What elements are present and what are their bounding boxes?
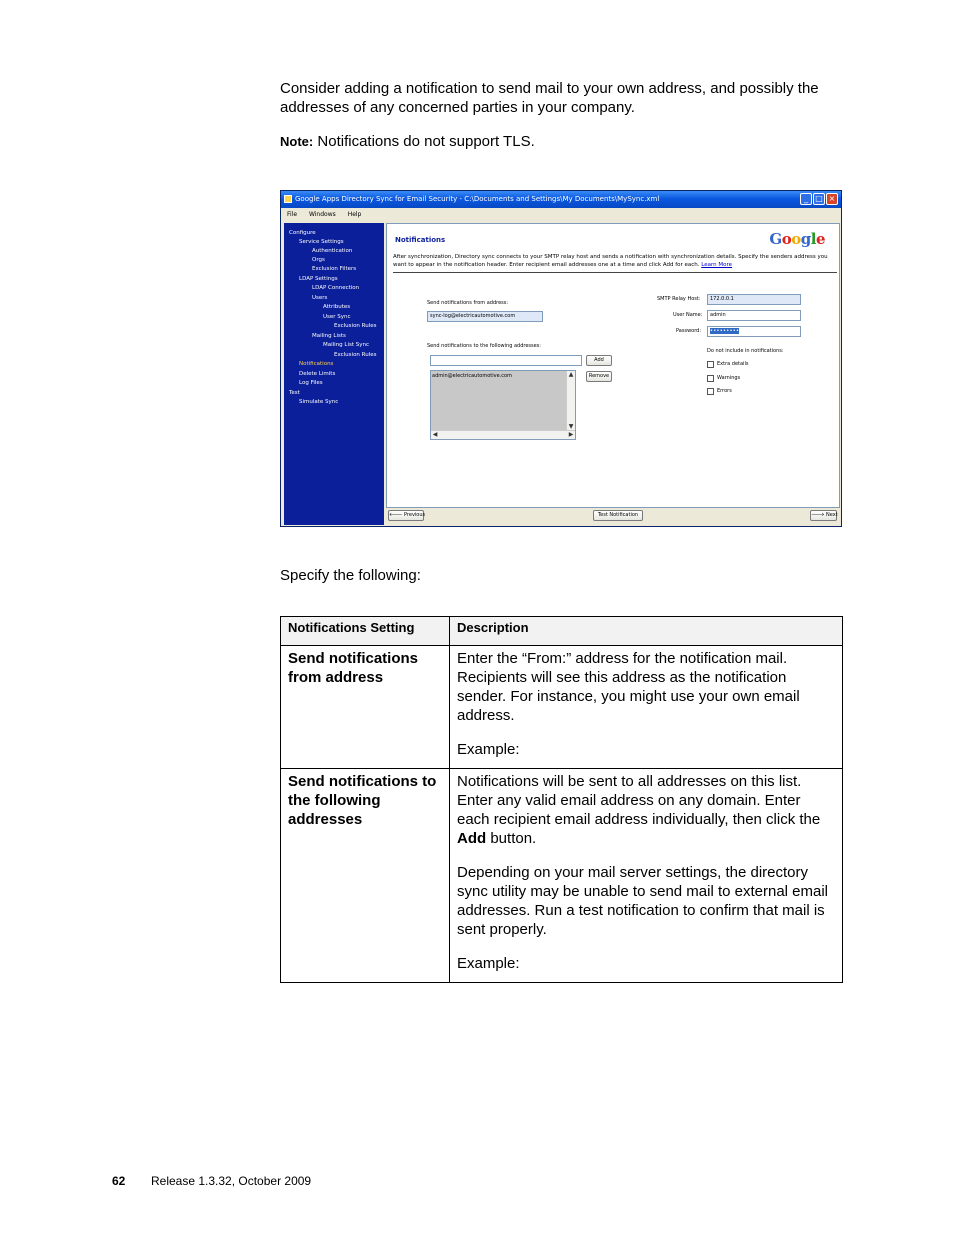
notifications-panel bbox=[386, 223, 840, 508]
google-logo-letter: g bbox=[800, 230, 811, 248]
window-title: Google Apps Directory Sync for Email Security - C:\Documents and Settings\My Documents\MySync.xml bbox=[295, 195, 660, 203]
scroll-left-icon[interactable]: ◀ bbox=[432, 431, 438, 438]
next-label: Next bbox=[826, 512, 838, 518]
user-name-field[interactable]: admin bbox=[707, 310, 801, 321]
tree-simulate-sync[interactable]: Simulate Sync bbox=[299, 399, 339, 405]
intro-paragraph: Consider adding a notification to send mail to your own address, and possibly the addresses of any concerned parties in your company. bbox=[280, 80, 819, 116]
from-address-field[interactable]: sync-log@electricautomotive.com bbox=[427, 311, 543, 322]
tree-exclusion-filters[interactable]: Exclusion Filters bbox=[312, 266, 357, 272]
google-logo-letter: e bbox=[815, 230, 825, 248]
recipient-input[interactable] bbox=[430, 355, 582, 366]
scroll-down-icon[interactable]: ▼ bbox=[568, 423, 574, 430]
tree-log-files[interactable]: Log Files bbox=[299, 380, 323, 386]
navigation-tree bbox=[284, 223, 384, 525]
window-titlebar bbox=[281, 191, 841, 208]
description-paragraph bbox=[457, 772, 835, 848]
note-line bbox=[280, 132, 850, 151]
recipient-list-item[interactable]: admin@electricautomotive.com bbox=[432, 373, 512, 379]
learn-more-link[interactable]: Learn More bbox=[701, 262, 733, 268]
warnings-label: Warnings bbox=[717, 375, 741, 381]
description-paragraph: Enter the “From:” address for the notification mail. Recipients will see this address as the notification sender. For instance, you might use your own email address. bbox=[457, 650, 800, 724]
panel-description bbox=[393, 253, 837, 269]
google-logo bbox=[769, 230, 825, 248]
close-icon[interactable]: × bbox=[826, 193, 838, 205]
tree-mailing-lists[interactable]: Mailing Lists bbox=[312, 333, 346, 339]
description-paragraph: Depending on your mail server settings, the directory sync utility may be unable to send mail to external email addresses. Run a test notification to confirm that mail is sent properly. bbox=[457, 864, 829, 938]
tree-user-exclusion-rules[interactable]: Exclusion Rules bbox=[334, 323, 377, 329]
extra-details-checkbox[interactable] bbox=[707, 361, 714, 368]
description-cell bbox=[450, 769, 843, 983]
menu-bar bbox=[281, 208, 841, 222]
app-screenshot bbox=[280, 190, 842, 527]
errors-checkbox[interactable] bbox=[707, 388, 714, 395]
previous-button[interactable] bbox=[388, 510, 424, 521]
previous-arrow-icon: 🡐 bbox=[389, 512, 404, 518]
menu-file[interactable]: File bbox=[287, 211, 298, 218]
settings-table bbox=[280, 616, 843, 983]
tree-ldap-connection[interactable]: LDAP Connection bbox=[312, 285, 360, 291]
password-field[interactable] bbox=[707, 326, 801, 337]
password-label: Password: bbox=[676, 328, 702, 334]
password-value: ••••••••• bbox=[710, 328, 740, 334]
recipient-list-vscroll[interactable] bbox=[566, 371, 575, 431]
tree-delete-limits[interactable]: Delete Limits bbox=[299, 371, 336, 377]
extra-details-label: Extra details bbox=[717, 361, 749, 367]
google-logo-letter: o bbox=[791, 230, 801, 248]
recipient-list[interactable] bbox=[430, 370, 576, 440]
exclude-label: Do not include in notifications: bbox=[707, 348, 784, 354]
specify-text: Specify the following: bbox=[280, 567, 421, 584]
tree-notifications[interactable]: Notifications bbox=[299, 361, 334, 367]
add-button[interactable]: Add bbox=[586, 355, 612, 366]
smtp-host-label: SMTP Relay Host: bbox=[657, 296, 701, 302]
remove-button[interactable]: Remove bbox=[586, 371, 612, 382]
tree-mailing-list-sync[interactable]: Mailing List Sync bbox=[323, 342, 370, 348]
next-arrow-icon: 🡒 bbox=[811, 512, 826, 518]
tree-user-sync[interactable]: User Sync bbox=[323, 314, 351, 320]
from-address-label: Send notifications from address: bbox=[427, 300, 509, 306]
menu-windows[interactable]: Windows bbox=[308, 211, 336, 218]
app-icon bbox=[284, 195, 292, 203]
tree-attributes[interactable]: Attributes bbox=[323, 304, 351, 310]
smtp-host-field[interactable]: 172.0.0.1 bbox=[707, 294, 801, 305]
tree-users[interactable]: Users bbox=[312, 295, 328, 301]
minimize-icon[interactable]: _ bbox=[800, 193, 812, 205]
recipient-list-hscroll[interactable] bbox=[431, 430, 575, 439]
tree-orgs[interactable]: Orgs bbox=[312, 257, 325, 263]
tree-test[interactable]: Test bbox=[289, 390, 300, 396]
errors-label: Errors bbox=[717, 388, 732, 394]
column-header-setting: Notifications Setting bbox=[281, 617, 450, 646]
tree-service-settings[interactable]: Service Settings bbox=[299, 239, 344, 245]
panel-title: Notifications bbox=[395, 236, 446, 244]
description-cell bbox=[450, 646, 843, 769]
scroll-up-icon[interactable]: ▲ bbox=[568, 371, 574, 378]
google-logo-letter: o bbox=[781, 230, 792, 248]
description-text-end: button. bbox=[486, 830, 537, 847]
release-info: Release 1.3.32, October 2009 bbox=[151, 1174, 312, 1188]
next-button[interactable] bbox=[810, 510, 837, 521]
page-number: 62 bbox=[112, 1174, 126, 1188]
maximize-icon[interactable]: □ bbox=[813, 193, 825, 205]
previous-label: Previous bbox=[404, 512, 426, 518]
column-header-description: Description bbox=[450, 617, 843, 646]
description-bold-add: Add bbox=[457, 830, 487, 847]
table-row bbox=[281, 769, 843, 983]
description-example: Example: bbox=[457, 955, 520, 972]
tree-configure[interactable]: Configure bbox=[289, 230, 316, 236]
tree-ldap-settings[interactable]: LDAP Settings bbox=[299, 276, 338, 282]
google-logo-letter: l bbox=[810, 230, 816, 248]
to-addresses-label: Send notifications to the following addresses: bbox=[427, 343, 541, 349]
tree-authentication[interactable]: Authentication bbox=[312, 248, 353, 254]
note-text: Notifications do not support TLS. bbox=[317, 133, 535, 150]
user-name-label: User Name: bbox=[673, 312, 703, 318]
tree-list-exclusion-rules[interactable]: Exclusion Rules bbox=[334, 352, 377, 358]
table-header-row bbox=[281, 617, 843, 646]
scroll-right-icon[interactable]: ▶ bbox=[568, 431, 574, 438]
panel-description-text: After synchronization, Directory sync connects to your SMTP relay host and sends a notification with synchronization details. Specify the senders address you want to appear in the notification header. Enter recipient email addresses one at a time and click Add for each. bbox=[393, 254, 828, 268]
table-row bbox=[281, 646, 843, 769]
wizard-button-bar bbox=[386, 508, 840, 525]
warnings-checkbox[interactable] bbox=[707, 375, 714, 382]
panel-divider bbox=[393, 272, 837, 273]
description-example: Example: bbox=[457, 741, 520, 758]
menu-help[interactable]: Help bbox=[347, 211, 362, 218]
note-label: Note: bbox=[280, 134, 314, 149]
setting-cell: Send notifications to the following addresses bbox=[281, 769, 450, 983]
test-notification-button[interactable]: Test Notification bbox=[593, 510, 643, 521]
setting-cell: Send notifications from address bbox=[281, 646, 450, 769]
google-logo-letter: G bbox=[769, 230, 782, 248]
description-text: Notifications will be sent to all addresses on this list. Enter any valid email address on any domain. Enter each recipient email address individually, then click the bbox=[457, 773, 821, 828]
